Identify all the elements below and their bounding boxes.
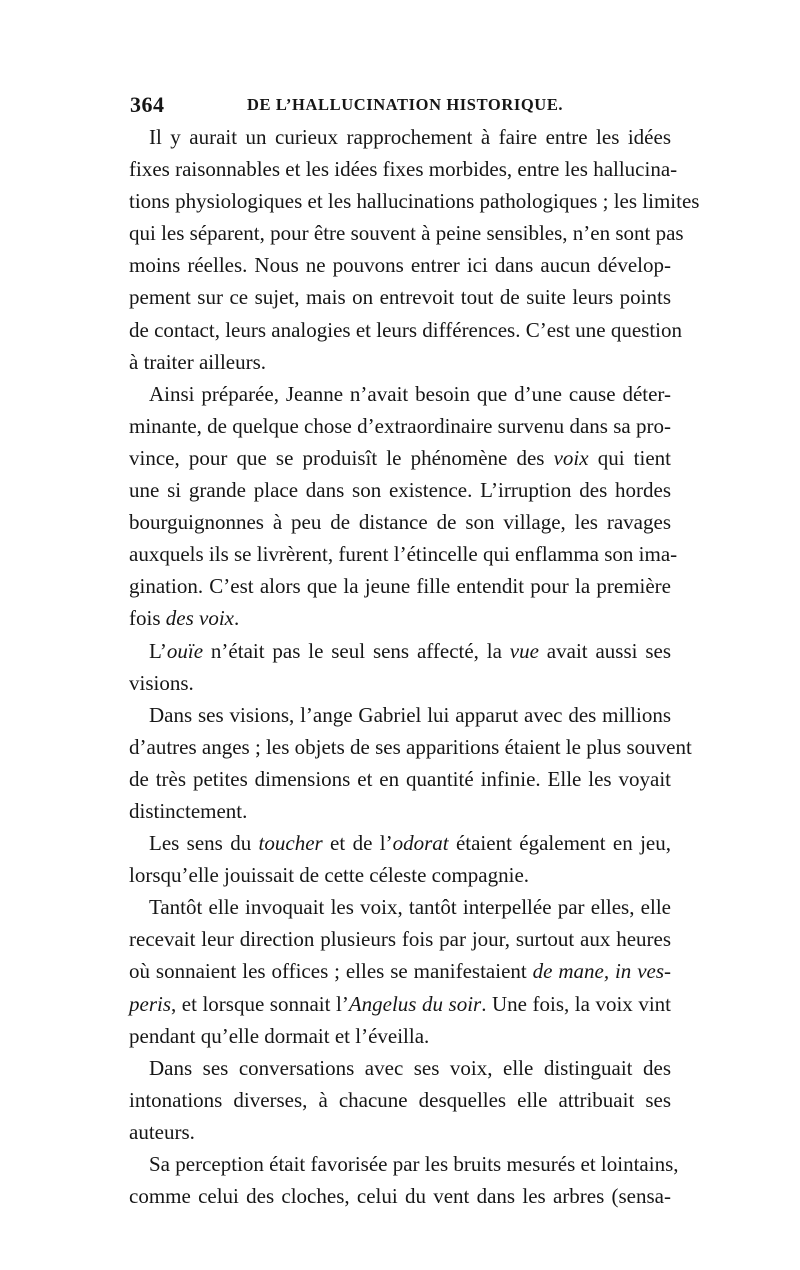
- italic-text: ouïe: [166, 638, 204, 663]
- italic-text: peris: [129, 991, 171, 1016]
- text-segment: qui les séparent, pour être souvent à peine sensibles, n’en sont pas: [129, 221, 684, 246]
- text-segment: Il y aurait un curieux rapprochement à faire entre les idées: [149, 125, 671, 149]
- text-segment: de contact, leurs analogies et leurs différences. C’est une question: [129, 317, 683, 342]
- text-line: [129, 859, 671, 891]
- text-line: [129, 153, 678, 185]
- text-segment: avait aussi ses: [538, 638, 671, 663]
- text-segment: Dans ses visions, l’ange Gabriel lui apparut avec des millions: [149, 702, 671, 727]
- text-segment: .: [233, 606, 240, 631]
- text-segment: où sonnaient les offices ; elles se manifestaient: [129, 959, 533, 984]
- text-line: [129, 506, 671, 538]
- text-segment: recevait leur direction plusieurs fois par jour, surtout aux heures: [129, 927, 671, 952]
- text-segment: Tantôt elle invoquait les voix, tantôt interpellée par elles, elle: [149, 895, 671, 920]
- text-line: [129, 474, 671, 506]
- text-line: [129, 249, 671, 281]
- text-segment: qui tient: [588, 445, 671, 470]
- text-segment: tions physiologiques et les hallucinations pathologiques ; les limites: [129, 189, 700, 214]
- page-number: 364: [130, 92, 165, 117]
- text-segment: fois: [129, 606, 166, 631]
- italic-text: de mane, in ves-: [532, 959, 671, 984]
- text-segment: de très petites dimensions et en quantité infinie. Elle les voyait: [129, 766, 671, 791]
- text-segment: L’: [149, 638, 167, 663]
- text-segment: d’autres anges ; les objets de ses apparitions étaient le plus souvent: [129, 734, 692, 759]
- text-line: [129, 635, 671, 667]
- text-line: [129, 731, 692, 763]
- text-segment: pendant qu’elle dormait et l’éveilla.: [129, 1023, 430, 1048]
- text-line: [129, 217, 684, 249]
- italic-text: toucher: [258, 831, 323, 856]
- text-segment: minante, de quelque chose d’extraordinaire survenu dans sa pro-: [129, 413, 671, 438]
- text-line: [129, 1180, 671, 1212]
- italic-text: Angelus du soir: [348, 991, 482, 1016]
- text-line: [129, 538, 678, 570]
- text-segment: distinctement.: [129, 798, 248, 823]
- text-line: [129, 1084, 671, 1116]
- text-line: [129, 795, 671, 827]
- body-text: [129, 121, 700, 1212]
- text-segment: n’était pas le seul sens affecté, la: [203, 638, 510, 663]
- text-segment: auxquels ils se livrèrent, furent l’étincelle qui enflamma son ima-: [129, 542, 678, 567]
- text-line: [129, 570, 671, 602]
- text-line: [129, 346, 671, 378]
- italic-text: vue: [509, 638, 539, 663]
- running-head: [130, 92, 672, 118]
- text-line: [129, 955, 671, 987]
- text-line: [129, 1148, 679, 1180]
- text-segment: comme celui des cloches, celui du vent dans les arbres (sensa-: [129, 1184, 671, 1209]
- text-segment: lorsqu’elle jouissait de cette céleste compagnie.: [129, 863, 530, 888]
- text-segment: , et lorsque sonnait l’: [171, 991, 349, 1016]
- text-segment: une si grande place dans son existence. L’irruption des hordes: [129, 478, 671, 503]
- text-line: [129, 1020, 671, 1052]
- text-line: [129, 185, 700, 217]
- text-segment: gination. C’est alors que la jeune fille entendit pour la première: [129, 574, 671, 599]
- text-segment: à traiter ailleurs.: [129, 349, 267, 374]
- text-line: [129, 314, 683, 346]
- text-segment: Sa perception était favorisée par les bruits mesurés et lointains,: [149, 1152, 679, 1176]
- text-line: [129, 378, 671, 410]
- text-segment: bourguignonnes à peu de distance de son village, les ravages: [129, 510, 671, 535]
- running-title: DE L’HALLUCINATION HISTORIQUE.: [247, 95, 564, 114]
- text-line: [129, 281, 671, 313]
- text-line: [129, 1116, 671, 1148]
- text-line: [129, 763, 671, 795]
- text-segment: fixes raisonnables et les idées fixes morbides, entre les hallucina-: [129, 157, 678, 182]
- italic-text: des voix: [165, 606, 234, 631]
- text-line: [129, 1052, 671, 1084]
- text-line: [129, 410, 671, 442]
- text-line: [129, 121, 671, 153]
- italic-text: odorat: [392, 831, 449, 856]
- text-line: [129, 602, 671, 634]
- text-segment: intonations diverses, à chacune desquelles elle attribuait ses: [129, 1087, 671, 1112]
- text-line: [129, 442, 671, 474]
- text-segment: auteurs.: [129, 1119, 195, 1144]
- text-line: [129, 827, 671, 859]
- text-segment: Les sens du: [149, 831, 259, 856]
- text-segment: vince, pour que se produisît le phénomène des: [129, 445, 554, 470]
- text-segment: et de l’: [322, 831, 393, 856]
- text-segment: . Une fois, la voix vint: [481, 991, 671, 1016]
- text-segment: étaient également en jeu,: [448, 831, 671, 856]
- text-segment: Dans ses conversations avec ses voix, elle distinguait des: [149, 1055, 671, 1080]
- italic-text: voix: [553, 445, 589, 470]
- text-segment: moins réelles. Nous ne pouvons entrer ici dans aucun dévelop-: [129, 253, 671, 278]
- text-segment: Ainsi préparée, Jeanne n’avait besoin que d’une cause déter-: [149, 381, 671, 406]
- text-line: [129, 667, 671, 699]
- text-line: [129, 988, 671, 1020]
- text-line: [129, 923, 671, 955]
- text-segment: pement sur ce sujet, mais on entrevoit tout de suite leurs points: [129, 285, 671, 310]
- text-line: [129, 891, 671, 923]
- text-segment: visions.: [129, 670, 194, 695]
- text-line: [129, 699, 671, 731]
